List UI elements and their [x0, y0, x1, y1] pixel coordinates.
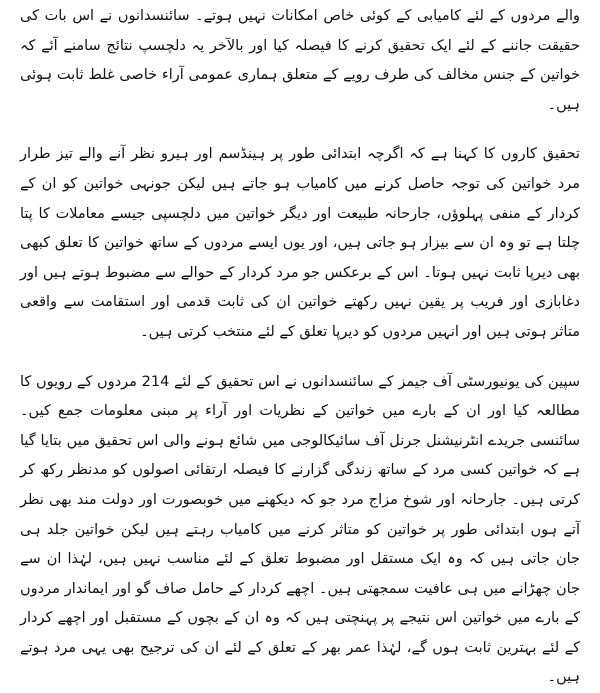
- paragraph-intro: والے مردوں کے لئے کامیابی کے کوئی خاص امکانات نہیں ہوتے۔ سائنسدانوں نے اس بات کی حقیقت جاننے کے لئے ایک تحقیق کرنے کا فیصلہ کیا اور بالآخر یہ دلچسپ نتائج سامنے آئے کہ خواتین کے جنس مخالف کی طرف رویے کے متعلق ہماری عمومی آراء خاصی غلط ثابت ہوئی ہیں۔: [20, 8, 580, 113]
- paragraph-study-details: سپین کی یونیورسٹی آف جیمز کے سائنسدانوں نے اس تحقیق کے لئے 214 مردوں کے رویوں کا مطالعہ کیا اور ان کے بارے میں خواتین کے نظریات اور آراء پر مبنی معلومات جمع کیں۔ سائنسی جریدے انٹرنیشنل جرنل آف سائیکالوجی میں شائع ہونے والی اس تحقیق میں بتایا گیا ہے کہ خواتین کسی مرد کے ساتھ زندگی گزارنے کا فیصلہ ارتقائی اصولوں کو مدنظر رکھ کر کرتی ہیں۔ جارحانہ اور شوخ مزاج مرد جو کہ دیکھنے میں خوبصورت اور دولت مند بھی نظر آتے ہوں ابتدائی طور پر خواتین کو متاثر کرنے میں کامیاب رہتے ہیں لیکن خواتین جلد ہی جان جاتی ہیں کہ وہ ایک مستقل اور مضبوط تعلق کے لئے مناسب نہیں ہیں، لہٰذا ان سے جان چھڑانے میں ہی عافیت سمجھتی ہیں۔ اچھے کردار کے حامل صاف گو اور ایماندار مردوں کے بارے میں خواتین اس نتیجے پر پہنچتی ہیں کہ وہ ان کے بچوں کے مستقبل اور اچھے کردار کے لئے بہترین ثابت ہوں گے، لہٰذا عمر بھر کے تعلق کے لئے ان کی ترجیح بھی یہی مرد ہوتے ہیں۔: [20, 373, 580, 686]
- paragraph-spacer: [20, 120, 580, 140]
- paragraph-spacer: [20, 348, 580, 368]
- paragraph-researchers-view: تحقیق کاروں کا کہنا ہے کہ اگرچہ ابتدائی طور پر ہینڈسم اور ہیرو نظر آنے والے تیز طرار مرد خواتین کی توجہ حاصل کرنے میں کامیاب ہو جاتے ہیں لیکن جونہی خواتین کو ان کے کردار کے منفی پہلوؤں، جارحانہ طبیعت اور دیگر خواتین میں دلچسپی جیسے معاملات کا پتا چلتا ہے تو وہ ان سے بیزار ہو جاتی ہیں، اور یوں ایسے مردوں کے ساتھ خواتین کا تعلق کبھی بھی دیرپا ثابت نہیں ہوتا۔ اس کے برعکس جو مرد کردار کے حوالے سے مضبوط ہوتے ہیں اور دغابازی اور فریب پر یقین نہیں رکھتے خواتین ان کی ثابت قدمی اور استقامت سے واقعی متاثر ہوتی ہیں اور انہیں مردوں کو دیرپا تعلق کے لئے منتخب کرتی ہیں۔: [20, 146, 580, 340]
- article-body: [20, 2, 580, 693]
